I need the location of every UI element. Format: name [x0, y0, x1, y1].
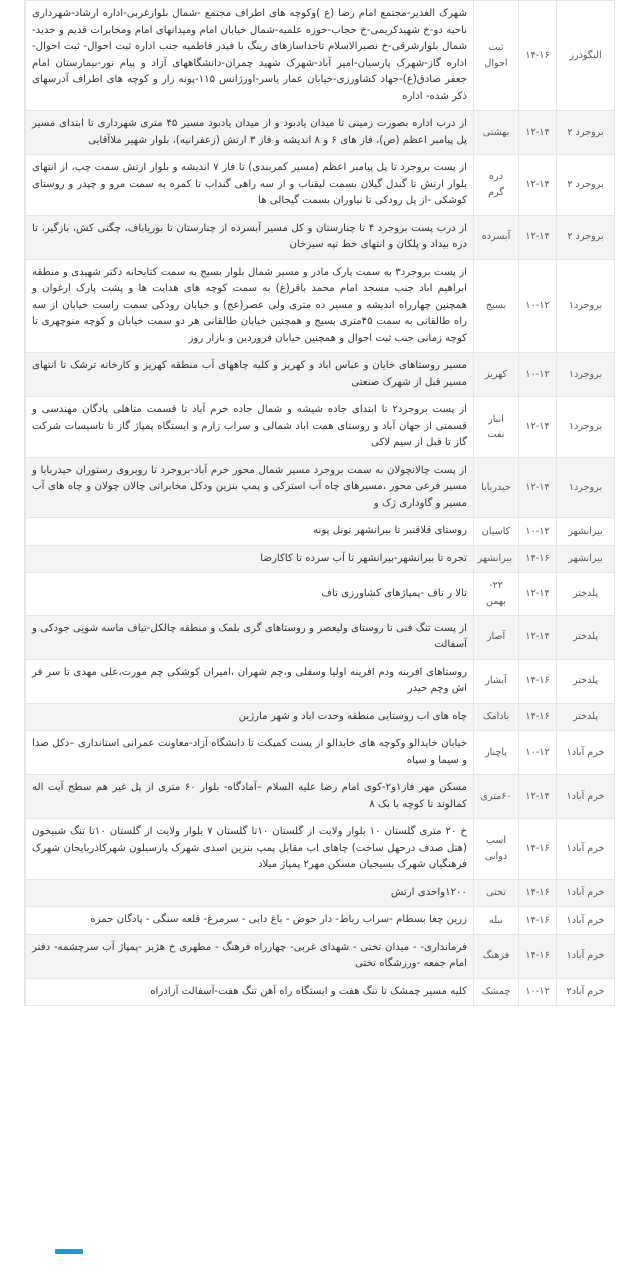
cell-time: ۱۰-۱۲: [519, 518, 557, 546]
cell-city: بیرانشهر: [557, 545, 615, 573]
cell-city: خرم آباد۱: [557, 775, 615, 819]
cell-area: از درب اداره بصورت زمینی تا میدان یادبود و از میدان یادبود مسیر ۴۵ متری شهرداری تا ابتدای مسیر پل پیامبر اعظم (ص)، فاز های ۶ و ۸ اندیشه و فاز ۳ ارتش (زعفرانیه)، بلوار شهیر ملاآقایی: [26, 111, 474, 155]
cell-feeder: چمشک: [474, 978, 519, 1006]
cell-city: خرم آباد۱: [557, 934, 615, 978]
table-row: [26, 879, 615, 907]
outage-table-body: [26, 1, 615, 1006]
table-row: [26, 518, 615, 546]
cell-time: ۱۲-۱۴: [519, 573, 557, 615]
cell-area: از پست بروجرد تا پل پیامبر اعظم (مسیر کمربندی) تا فاز ۷ اندیشه و بلوار ارتش سمت چپ، از انتهای بلوار ارتش تا گندل گیلان بسمت لیقناب و از سه راهی گنداب تا کمره به سمت مرو و چپدر و روستای کوشکی -از پل رودکی تا نیاوران بسمت گیجالی ها: [26, 155, 474, 216]
table-row: [26, 731, 615, 775]
cell-time: ۱۴-۱۶: [519, 659, 557, 703]
cell-time: ۱۲-۱۴: [519, 615, 557, 659]
cell-city: خرم آباد۱: [557, 731, 615, 775]
cell-feeder: ۶۰متری: [474, 775, 519, 819]
cell-city: پلدختر: [557, 659, 615, 703]
cell-city: پلدختر: [557, 615, 615, 659]
cell-time: ۱۲-۱۴: [519, 155, 557, 216]
cell-feeder: اسب دوانی: [474, 819, 519, 880]
cell-time: ۱۴-۱۶: [519, 545, 557, 573]
table-row: [26, 703, 615, 731]
table-row: [26, 907, 615, 935]
cell-area: از پست بروجرد۳ به سمت پارک مادر و مسیر شمال بلوار بسیج به سمت کتابخانه دکتر شهیدی و منطقه ابراهیم اباد جنب مسجد امام محمد باقر(ع) به سمت کوچه های هدایت ها و پشت پارک ارغوان و همچنین چهارراه اندیشه و مسیر ده متری ولی عصر(عج) و خیابان رودکی سمت راست خیابان از سه راه طالقانی به سمت ۴۵متری بسیج و همچنین خیابان طالقانی هر دو سمت خیابان و کوچه منوچهری تا کوچه زمانی جنب ثبت احوال و همچنین خیابان فروردین و بازار روز: [26, 259, 474, 353]
cell-area: از درب پست بروجرد ۴ تا چنارستان و کل مسیر آبسرده از چنارستان تا بوریاباف، چگنی کش، بازگیر، تا دره بیداد و پلکان و انتهای خط تپه سیرخان: [26, 215, 474, 259]
cell-city: الیگودرز: [557, 1, 615, 111]
table-row: [26, 819, 615, 880]
cell-time: ۱۴-۱۶: [519, 703, 557, 731]
cell-time: ۱۴-۱۶: [519, 879, 557, 907]
table-row: [26, 615, 615, 659]
cell-feeder: بادامک: [474, 703, 519, 731]
cell-area: کلیه مسیر چمشک تا تنگ هفت و ایستگاه راه آهن تنگ هفت-آسفالت آزادراه: [26, 978, 474, 1006]
table-row: [26, 659, 615, 703]
cell-city: پلدختر: [557, 703, 615, 731]
cell-feeder: ثبت احوال: [474, 1, 519, 111]
cell-time: ۱۰-۱۲: [519, 731, 557, 775]
table-row: [26, 215, 615, 259]
cell-city: خرم آباد۱: [557, 907, 615, 935]
cell-area: خ ۲۰ متری گلستان ۱۰ بلوار ولایت از گلستان ۱۰تا گلستان ۷ بلوار ولایت از گلستان ۱۰تا تنگ شبیخون (هتل صدف درحهل ساخت) چاهای اب مقابل پمپ بنزین اسدی شهرک پارسیلون شهرکاذربایجان شهرک فرهنگیان شهرک بسیجیان مسکن مهر۲ پمپاژ میلاد: [26, 819, 474, 880]
cell-city: بروجرد ۲: [557, 155, 615, 216]
cell-area: زرین چغا بسطام -سراب رباط- دار حوض - باغ دایی - سرمرغ- قلعه سنگی - پادگان حمزه: [26, 907, 474, 935]
cell-city: بروجرد۱: [557, 353, 615, 397]
cell-area: فرماندارى- - میدان تختی - شهدای غربی- چهارراه فرهنگ - مطهری خ هژبر -پمپاژ آب سرچشمه- دفتر امام جمعه -ورزشگاه تختی: [26, 934, 474, 978]
cell-feeder: کاسیان: [474, 518, 519, 546]
cell-city: بروجرد۱: [557, 397, 615, 458]
cell-time: ۱۰-۱۲: [519, 353, 557, 397]
cell-city: بروجرد ۲: [557, 215, 615, 259]
table-row: [26, 111, 615, 155]
cell-city: بیرانشهر: [557, 518, 615, 546]
cell-time: ۱۴-۱۶: [519, 907, 557, 935]
cell-area: روستاهای افرینه ودم افرینه اولیا وسفلی و،چم شهران ،امیران کوشکی چم مورت،علی مهدی تا سر فر اش وچم حیدر: [26, 659, 474, 703]
table-row: [26, 978, 615, 1006]
cell-time: ۱۰-۱۲: [519, 978, 557, 1006]
cell-area: روستای قلاقنبر تا بیرانشهر تونل پونه: [26, 518, 474, 546]
cell-feeder: نبله: [474, 907, 519, 935]
table-row: [26, 397, 615, 458]
cell-feeder: ۲۲-بهمن: [474, 573, 519, 615]
cell-city: خرم آباد۱: [557, 879, 615, 907]
cell-area: چاه های اب روستایی منطقه وحدت اباد و شهر مارژین: [26, 703, 474, 731]
table-row: [26, 934, 615, 978]
table-row: [26, 573, 615, 615]
cell-area: تالا ر تاف -پمپاژهای کشاورزی تاف: [26, 573, 474, 615]
cell-feeder: بیرانشهر: [474, 545, 519, 573]
cell-time: ۱۴-۱۶: [519, 819, 557, 880]
cell-area: ۱۲۰۰واحدی ارتش: [26, 879, 474, 907]
cell-feeder: آبسرده: [474, 215, 519, 259]
horizontal-scrollbar-thumb[interactable]: [55, 1249, 83, 1254]
cell-city: بروجرد۱: [557, 259, 615, 353]
cell-area: از پست تنگ فنی تا روستای ولیعصر و روستاهای گری بلمک و منطقه چالکل-تیاف ماسه شویی جودکی و آسفالت: [26, 615, 474, 659]
cell-area: خیابان خایدالو وکوچه های خایدالو از پست کمپکت تا دانشگاه آزاد-معاونت عمرانی استانداری –دکل صدا و سیما و سپاه: [26, 731, 474, 775]
cell-feeder: تختی: [474, 879, 519, 907]
cell-time: ۱۴-۱۶: [519, 934, 557, 978]
cell-city: خرم آباد۱: [557, 819, 615, 880]
cell-time: ۱۲-۱۴: [519, 775, 557, 819]
cell-city: بروجرد۱: [557, 457, 615, 518]
cell-time: ۱۲-۱۴: [519, 457, 557, 518]
cell-city: بروجرد ۲: [557, 111, 615, 155]
cell-feeder: بهشتی: [474, 111, 519, 155]
cell-feeder: آصار: [474, 615, 519, 659]
cell-feeder: انبار نفت: [474, 397, 519, 458]
cell-area: مسیر روستاهای خایان و عباس اباد و کهریز و کلیه چاههای آب منطقه کهریز و کارخانه ترشک تا انتهای مسیر قبل از شهرک صنعتی: [26, 353, 474, 397]
cell-area: شهرک الغدیر-مجتمع امام رضا (ع )وکوچه های اطراف مجتمع -شمال بلوارغربی-اداره ارشاد-شهرداری ناحیه دو-خ شهیدکریمی-خ حجاب-حوزه علمیه-شمال خیابان امام ومیدانهای امام ومخابرات قدیم و جدید-شمال بلوارشرقی-خ نصیرالاسلام تاجداسازهای رینگ با فیدر فاطمیه جنب اداره ثبت احوال- ثبت احوال-اداره گاز-شهرک پارسیان-امیر آباد-شهرک شهید چمران-دانشگاههای آزاد و پیام نور-بیمارستان امام جعفر صادق(ع)-جهاد کشاورزی-خیابان عمار یاسر-اورژانس ۱۱۵-پونه زار و کوچه های اطراف آدرسهای ذکر شده- اداره: [26, 1, 474, 111]
cell-area: مسکن مهر فاز۱و۲-کوی امام رضا علیه السلام –آمادگاه- بلوار ۶۰ متری از پل غیر هم سطح آیت اله کمالوند تا کوچه با بک ۸: [26, 775, 474, 819]
cell-area: تجره تا بیرانشهر-بیرانشهر تا آب سرده تا کاکارضا: [26, 545, 474, 573]
table-row: [26, 775, 615, 819]
cell-feeder: حیدربابا: [474, 457, 519, 518]
table-row: [26, 1, 615, 111]
table-row: [26, 259, 615, 353]
cell-city: خرم آباد۲: [557, 978, 615, 1006]
cell-feeder: کهریز: [474, 353, 519, 397]
cell-feeder: بسیج: [474, 259, 519, 353]
cell-time: ۱۴-۱۶: [519, 1, 557, 111]
table-row: [26, 457, 615, 518]
cell-area: از پست چالانچولان به سمت بروجرد مسیر شمال محور خرم آباد-بروجرد تا روبروی رستوران حیدربابا و مسیر فرعی محور ،مسیرهای چاه آب استرکی و پمپ بنزین ودکل مخابراتی چالان چولان و چاه های آب مسیر و گاوداری ژک و: [26, 457, 474, 518]
cell-time: ۱۲-۱۴: [519, 397, 557, 458]
cell-feeder: فرهنگ: [474, 934, 519, 978]
cell-area: از پست بروجرد۲ تا ابتدای جاده شیشه و شمال جاده خرم آباد تا قسمت متاهلی پادگان مهندسی و قسمتی از جهان آباد و روستای همت اباد شمالی و سراب زارم و ایستگاه پمپاژ گاز تا تاسیسات شرکت گاز تا قبل از سیم لاکی: [26, 397, 474, 458]
cell-city: پلدختر: [557, 573, 615, 615]
table-row: [26, 155, 615, 216]
cell-feeder: آبشار: [474, 659, 519, 703]
cell-time: ۱۲-۱۴: [519, 111, 557, 155]
cell-time: ۱۲-۱۴: [519, 215, 557, 259]
cell-feeder: پاچنار: [474, 731, 519, 775]
table-row: [26, 353, 615, 397]
outage-table-container: [24, 0, 615, 1006]
cell-feeder: دره گرم: [474, 155, 519, 216]
cell-time: ۱۰-۱۲: [519, 259, 557, 353]
table-row: [26, 545, 615, 573]
outage-table: [25, 0, 615, 1006]
